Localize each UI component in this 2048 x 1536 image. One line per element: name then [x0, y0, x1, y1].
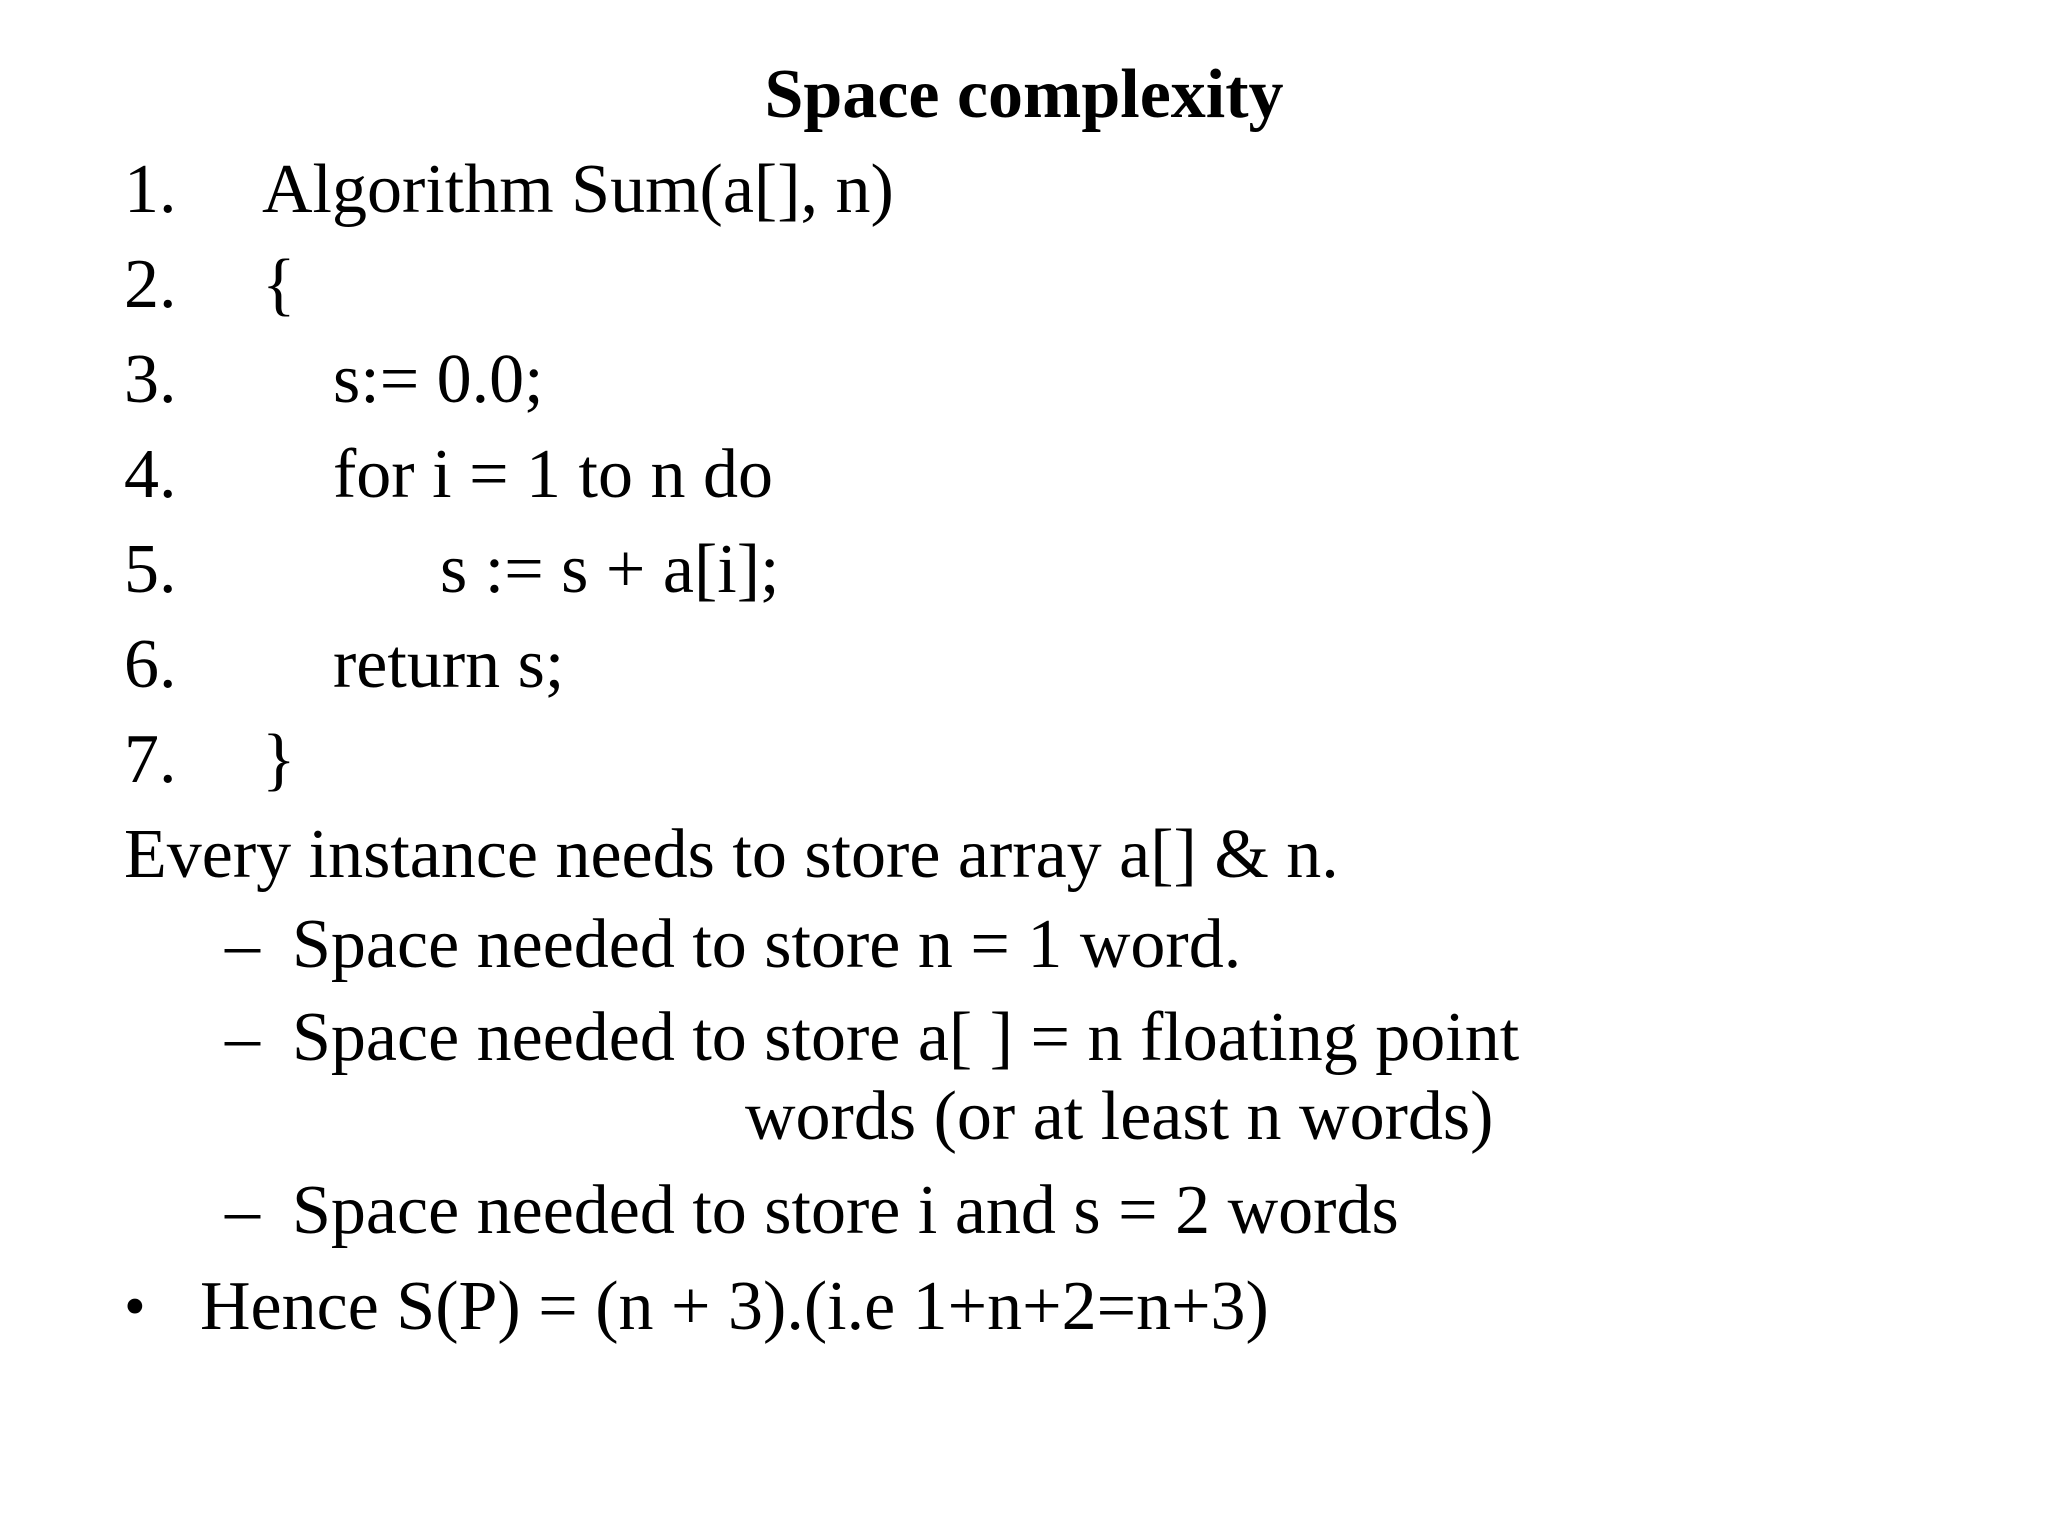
line-number: 4.: [124, 436, 177, 513]
dash-marker: –: [225, 1172, 260, 1249]
code-text: {: [262, 246, 296, 323]
line-number: 2.: [124, 246, 177, 323]
bullet-marker: •: [124, 1273, 146, 1341]
code-text: for i = 1 to n do: [333, 436, 773, 513]
line-number: 5.: [124, 531, 177, 608]
code-text: return s;: [333, 626, 565, 703]
sub-point-text: Space needed to store a[ ] = n floating point: [292, 999, 1520, 1076]
code-text: s:= 0.0;: [333, 341, 544, 418]
line-number: 1.: [124, 151, 177, 228]
code-text: }: [262, 721, 296, 798]
code-text: s := s + a[i];: [440, 531, 780, 608]
slide-title: Space complexity: [764, 56, 1284, 133]
sub-point-text: Space needed to store i and s = 2 words: [292, 1172, 1399, 1249]
sub-point-continuation: words (or at least n words): [745, 1078, 1494, 1155]
dash-marker: –: [225, 999, 260, 1076]
line-number: 3.: [124, 341, 177, 418]
conclusion-text: Hence S(P) = (n + 3).(i.e 1+n+2=n+3): [200, 1268, 1269, 1345]
dash-marker: –: [225, 906, 260, 983]
statement-text: Every instance needs to store array a[] & n.: [124, 816, 1339, 893]
sub-point-text: Space needed to store n = 1 word.: [292, 906, 1242, 983]
line-number: 7.: [124, 721, 177, 798]
code-text: Algorithm Sum(a[], n): [262, 151, 894, 228]
line-number: 6.: [124, 626, 177, 703]
